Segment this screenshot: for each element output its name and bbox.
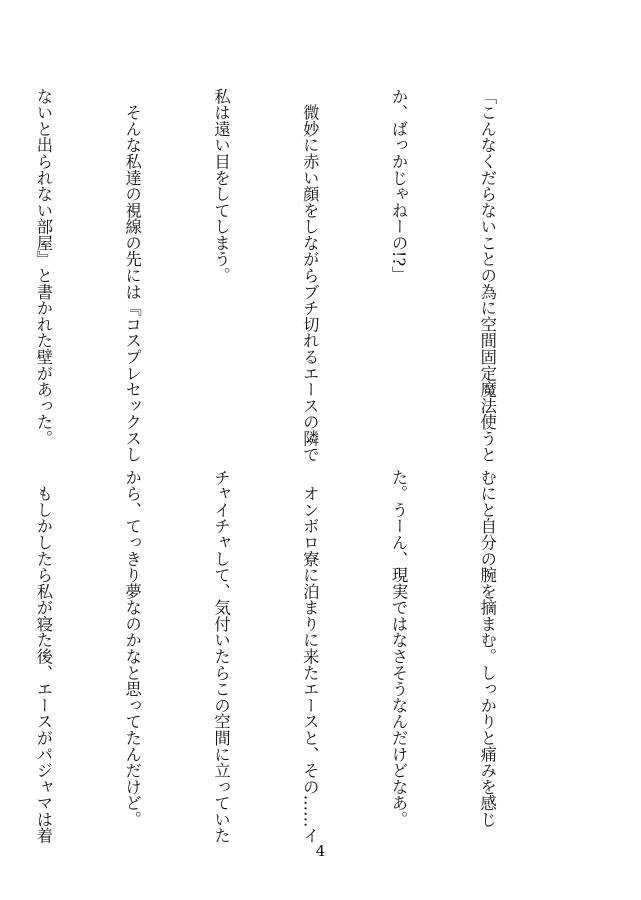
text-line: 「こんなくだらないことの為に空間固定魔法使うと bbox=[477, 88, 497, 463]
text-line: か、ばっかじゃねーの!?」 bbox=[389, 88, 409, 283]
text-line: オンボロ寮に泊まりに来たエースと、その……イ bbox=[300, 469, 320, 844]
upper-text-block bbox=[33, 88, 561, 463]
text-line: チャイチャして、気付いたらこの空間に立っていた bbox=[211, 469, 231, 844]
page-number: 4 bbox=[315, 842, 326, 860]
text-line: もしかしたら私が寝た後、エースがパジャマは着 bbox=[33, 469, 53, 844]
text-line: そんな私達の視線の先には『コスプレセックスし bbox=[122, 88, 142, 463]
text-line: ないと出られない部屋』と書かれた壁があった。 bbox=[33, 88, 53, 447]
text-line: 微妙に赤い顔をしながらブチ切れるエースの隣で bbox=[300, 88, 320, 463]
lower-text-block bbox=[33, 469, 561, 844]
text-line: むにと自分の腕を摘まむ。しっかりと痛みを感じ bbox=[477, 469, 497, 828]
text-line: から、てっきり夢なのかなと思ってたんだけど。 bbox=[122, 469, 142, 828]
text-line: た。うーん、現実ではなさそうなんだけどなあ。 bbox=[389, 469, 409, 828]
text-line: 私は遠い目をしてしまう。 bbox=[211, 88, 231, 284]
